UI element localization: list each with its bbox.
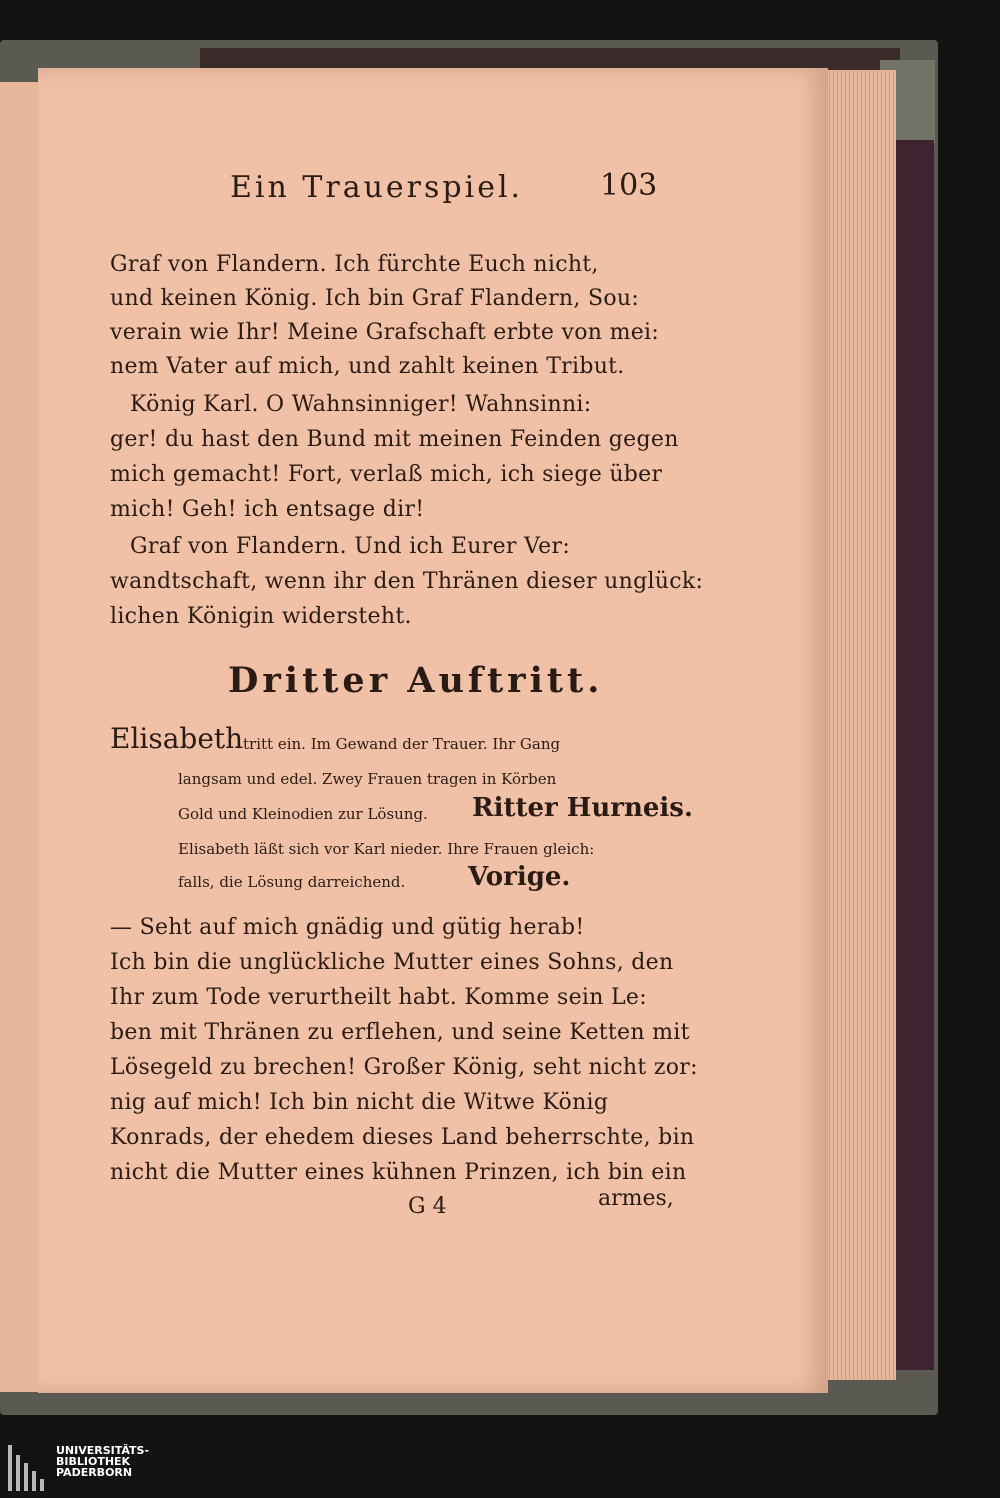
show-through-library-stamp [850,700,874,880]
speech-line: Ich bin die unglückliche Mutter eines Sohns, den [110,950,674,975]
speech-line: Ihr zum Tode verurtheilt habt. Komme sein Le: [110,985,647,1010]
speech-line: Konrads, der ehedem dieses Land beherrschte, bin [110,1125,695,1150]
text-line: und keinen König. Ich bin Graf Flandern, Sou: [110,286,640,311]
book-spine [892,140,934,1370]
text-line: Graf von Flandern. Ich fürchte Euch nicht, [110,252,599,277]
stage-direction: Gold und Kleinodien zur Lösung. [178,805,428,823]
stage-direction: langsam und edel. Zwey Frauen tragen in Körben [178,770,557,788]
library-logo-icon [8,1445,48,1491]
stage-direction: falls, die Lösung darreichend. [178,873,406,891]
library-logo [8,1445,149,1491]
text-line: mich gemacht! Fort, verlaß mich, ich siege über [110,462,663,487]
speech-line: Lösegeld zu brechen! Großer König, seht nicht zor: [110,1055,698,1080]
text-line: lichen Königin widersteht. [110,604,412,629]
stage-direction: tritt ein. Im Gewand der Trauer. Ihr Gang [243,735,561,753]
signature-mark: G 4 [408,1194,447,1219]
text-line: ger! du hast den Bund mit meinen Feinden gegen [110,427,679,452]
text-line: nem Vater auf mich, und zahlt keinen Tribut. [110,354,625,379]
stage-direction: Elisabeth läßt sich vor Karl nieder. Ihre Frauen gleich: [178,840,595,858]
text-line: wandtschaft, wenn ihr den Thränen dieser unglück: [110,569,704,594]
stage-character-name: Ritter Hurneis. [472,793,693,823]
scene-heading: Dritter Auftritt. [228,660,604,701]
speech-line: nicht die Mutter eines kühnen Prinzen, ich bin ein [110,1160,687,1185]
left-page-edge [0,82,40,1392]
stage-character-name: Vorige. [468,862,571,892]
text-line: Graf von Flandern. Und ich Eurer Ver: [130,534,571,559]
speech-line: ben mit Thränen zu erflehen, und seine Ketten mit [110,1020,690,1045]
stage-character-name: Elisabeth [110,722,244,755]
library-logo-text: UNIVERSITÄTS- BIBLIOTHEK PADERBORN [56,1444,150,1479]
running-title: Ein Trauerspiel. [230,170,524,205]
page-number: 103 [600,168,658,203]
text-line: mich! Geh! ich entsage dir! [110,497,425,522]
catchword: armes, [598,1186,674,1211]
speech-line: nig auf mich! Ich bin nicht die Witwe König [110,1090,609,1115]
text-line: verain wie Ihr! Meine Grafschaft erbte von mei: [110,320,660,345]
speech-line: — Seht auf mich gnädig und gütig herab! [110,915,585,940]
text-line: König Karl. O Wahnsinniger! Wahnsinni: [130,392,592,417]
